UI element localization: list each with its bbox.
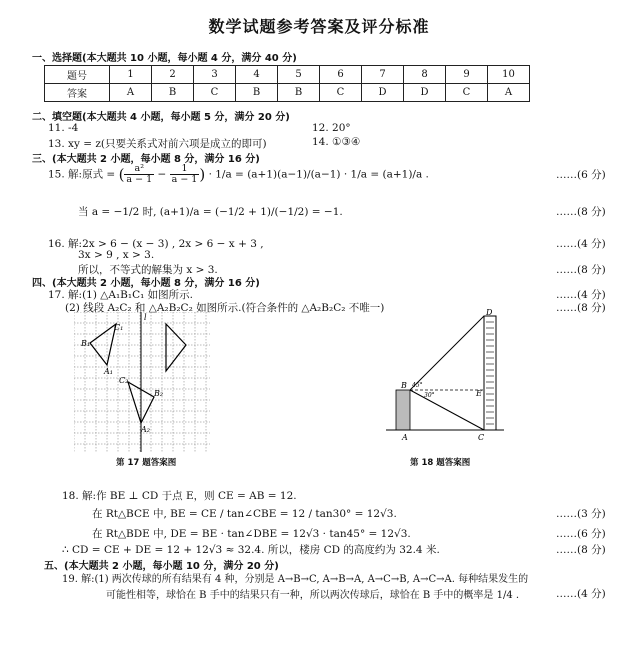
table-cell: C [446, 84, 488, 102]
q18-line1: 18. 解:作 BE ⊥ CD 于点 E，则 CE = AB = 12. [62, 490, 297, 502]
angle-45: 45° [412, 382, 423, 389]
fraction-1-over-a-1: $\frac{1}{a - 1}$ [171, 163, 198, 185]
q15-label: 15. 解:原式 = [48, 168, 116, 181]
table-row [45, 84, 530, 102]
point-e: E [476, 389, 482, 398]
paren-close: ) [199, 165, 206, 184]
q17-score-2: ……(8 分) [556, 302, 606, 314]
table-cell: 2 [152, 66, 194, 84]
table-cell: 1 [110, 66, 152, 84]
q19-line1: 19. 解:(1) 两次传球的所有结果有 4 种，分别是 A→B→C, A→B→A, A→C→B, A→C→A. 每种结果发生的 [62, 574, 529, 585]
q18-line3: 在 Rt△BDE 中, DE = BE · tan∠DBE = 12√3 · tan45° = 12√3. [92, 528, 411, 540]
building-ab [396, 390, 410, 430]
q15-score-2: ……(8 分) [556, 206, 606, 218]
q18-score-2: ……(6 分) [556, 528, 606, 540]
minus-sign: − [157, 168, 167, 181]
q18-score-1: ……(3 分) [556, 508, 606, 520]
table-cell: 6 [320, 66, 362, 84]
q15-line1 [48, 164, 429, 185]
table-cell: A [110, 84, 152, 102]
section-5-heading: 五、(本大题共 2 小题，每小题 10 分，满分 20 分) [44, 561, 279, 572]
point-a2: A₂ [141, 425, 150, 434]
table-cell: D [404, 84, 446, 102]
q18-line2: 在 Rt△BCE 中, BE = CE / tan∠CBE = 12 / tan30° = 12√3. [92, 508, 397, 520]
table-cell: 题号 [45, 66, 110, 84]
q18-line4: ∴ CD = CE + DE = 12 + 12√3 ≈ 32.4. 所以，楼房 CD 的高度约为 32.4 米. [62, 544, 440, 556]
q19-score-1: ……(4 分) [556, 588, 606, 600]
table-cell: 8 [404, 66, 446, 84]
table-cell: B [236, 84, 278, 102]
q17-line1: 17. 解:(1) △A₁B₁C₁ 如图所示. [48, 289, 193, 301]
q16-score-1: ……(4 分) [556, 238, 606, 250]
line-bc [410, 390, 484, 430]
figure-18 [386, 308, 504, 450]
section-3-heading: 三、(本大题共 2 小题，每小题 8 分，满分 16 分) [32, 154, 260, 165]
point-b: B [401, 381, 407, 390]
table-row [45, 66, 530, 84]
figure-17-caption: 第 17 题答案图 [116, 458, 177, 468]
figure-18-caption: 第 18 题答案图 [410, 458, 471, 468]
table-cell: 3 [194, 66, 236, 84]
answer-q12: 12. 20° [312, 122, 351, 134]
q15-line2: 当 a = −1/2 时, (a+1)/a = (−1/2 + 1)/(−1/2) = −1. [78, 206, 343, 218]
q17-line2: (2) 线段 A₂C₂ 和 △A₂B₂C₂ 如图所示.(符合条件的 △A₂B₂C₂ 不唯一) [65, 302, 385, 314]
triangle-a1b1c1 [90, 324, 116, 365]
triangle-reference [166, 324, 186, 371]
figure-17 [74, 312, 210, 452]
table-cell: C [194, 84, 236, 102]
page-title: 数学试题参考答案及评分标准 [208, 17, 430, 36]
angle-30: 30° [424, 392, 435, 399]
point-a: A [402, 433, 408, 442]
point-c2: C₂ [119, 376, 129, 385]
q16-score-2: ……(8 分) [556, 264, 606, 276]
fraction-a2-over-a-1: $\frac{\text{a²}}{a - 1}$ [126, 163, 153, 185]
q18-score-3: ……(8 分) [556, 544, 606, 556]
table-cell: 7 [362, 66, 404, 84]
table-cell: 9 [446, 66, 488, 84]
point-c: C [478, 433, 485, 442]
answer-table [44, 65, 530, 102]
table-cell: B [152, 84, 194, 102]
table-cell: 4 [236, 66, 278, 84]
answer-q14: 14. ①③④ [312, 136, 361, 148]
line-bd [410, 316, 484, 390]
table-cell: B [278, 84, 320, 102]
section-4-heading: 四、(本大题共 2 小题，每小题 8 分，满分 16 分) [32, 278, 260, 289]
point-d: D [486, 308, 493, 317]
axis-label-l: l [144, 313, 147, 322]
q16-line1: 16. 解:2x > 6 − (x − 3) , 2x > 6 − x + 3 , [48, 238, 264, 250]
section-1-heading: 一、选择题(本大题共 10 小题，每小题 4 分，满分 40 分) [32, 53, 297, 64]
answer-q13: 13. xy = z(只要关系式对前六项是成立的即可) [48, 138, 267, 150]
table-cell: D [362, 84, 404, 102]
answer-q11: 11. -4 [48, 122, 79, 134]
table-cell: 答案 [45, 84, 110, 102]
section-2-heading: 二、填空题(本大题共 4 小题，每小题 5 分，满分 20 分) [32, 112, 290, 123]
table-cell: C [320, 84, 362, 102]
q16-line3: 所以，不等式的解集为 x > 3. [78, 264, 218, 276]
q19-line2: 可能性相等，球恰在 B 手中的结果只有一种，所以两次传球后，球恰在 B 手中的概率是 1/4 . [106, 590, 520, 601]
point-c1: C₁ [114, 323, 124, 332]
point-a1: A₁ [104, 367, 113, 376]
q15-score-1: ……(6 分) [556, 169, 606, 181]
table-cell: A [488, 84, 530, 102]
table-cell: 5 [278, 66, 320, 84]
paren-open: ( [118, 165, 125, 184]
point-b1: B₁ [81, 339, 91, 348]
building-cd [484, 316, 496, 430]
q16-line2: 3x > 9 , x > 3. [78, 249, 155, 261]
q15-tail: · 1/a = (a+1)(a−1)/(a−1) · 1/a = (a+1)/a . [208, 168, 429, 181]
q17-score-1: ……(4 分) [556, 289, 606, 301]
point-b2: B₂ [154, 389, 164, 398]
table-cell: 10 [488, 66, 530, 84]
